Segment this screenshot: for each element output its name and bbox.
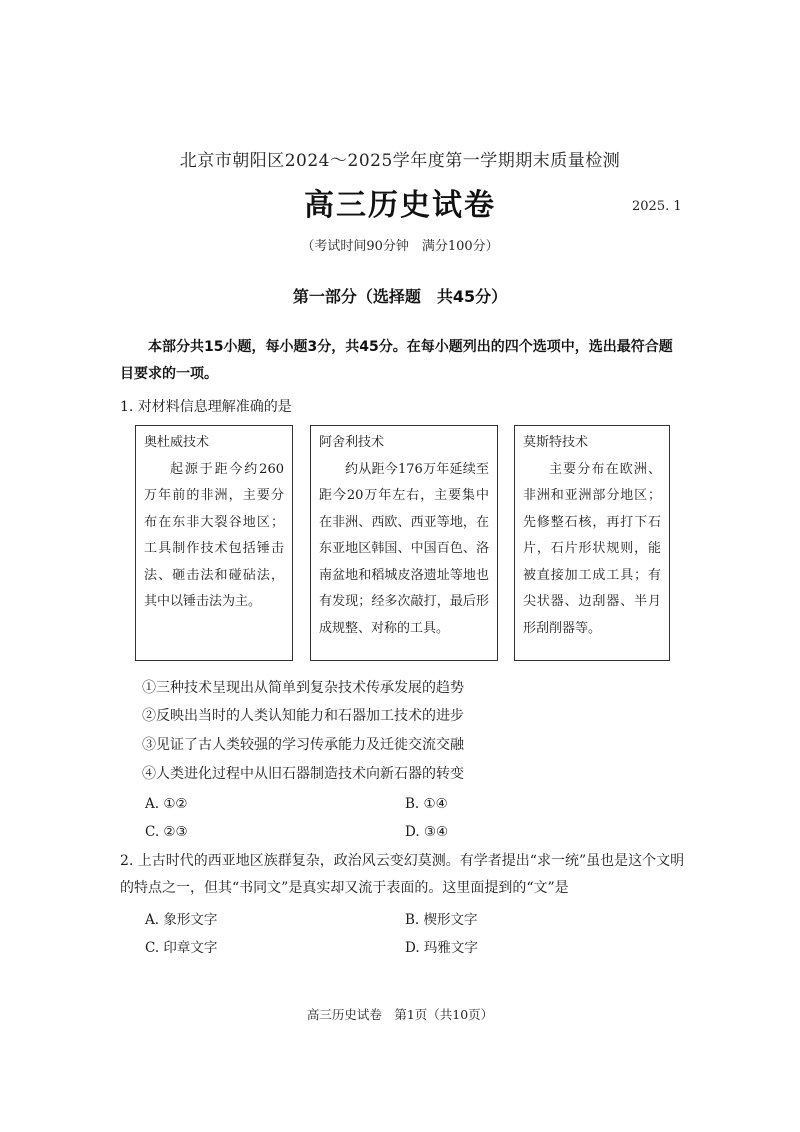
material-box-acheulean	[310, 425, 498, 661]
q1-option-b: B. ①④	[405, 796, 448, 812]
exam-school-line: 北京市朝阳区2024～2025学年度第一学期期末质量检测	[179, 151, 621, 171]
q2-option-b: B. 楔形文字	[405, 912, 478, 928]
statement-2: ②反映出当时的人类认知能力和石器加工技术的进步	[142, 708, 464, 724]
q2-option-c: C. 印章文字	[145, 940, 218, 956]
material-body: 约从距今176万年延续至距今20万年左右，主要集中在非洲、西欧、西亚等地，在东亚地区韩国、中国百色、洛南盆地和稻城皮洛遗址等地也有发现；经多次敲打，最后形成规整、对称的工具。	[319, 461, 489, 636]
material-box-oldowan	[135, 425, 293, 661]
section-instructions: 本部分共15小题，每小题3分，共45分。在每小题列出的四个选项中，选出最符合题目要求的一项。	[120, 339, 673, 382]
statement-4: ④人类进化过程中从旧石器制造技术向新石器的转变	[142, 766, 464, 782]
q1-option-d: D. ③④	[405, 824, 449, 840]
exam-time-and-score: （考试时间90分钟 满分100分）	[301, 239, 499, 254]
q2-option-a: A. 象形文字	[145, 912, 218, 928]
material-title: 莫斯特技术	[523, 435, 589, 450]
question-2-stem: 2. 上古时代的西亚地区族群复杂，政治风云变幻莫测。有学者提出“求一统”虽也是这个文明的特点之一，但其“书同文”是真实却又流于表面的。这里面提到的“文”是	[120, 853, 685, 896]
material-body: 主要分布在欧洲、非洲和亚洲部分地区；先修整石核，再打下石片，石片形状规则，能被直接加工成工具；有尖状器、边刮器、半月形刮削器等。	[523, 461, 661, 636]
q2-option-d: D. 玛雅文字	[405, 940, 478, 956]
section-title: 第一部分（选择题 共45分）	[292, 287, 508, 306]
exam-title: 高三历史试卷	[304, 188, 496, 223]
exam-date: 2025. 1	[632, 199, 682, 214]
question-1-stem: 1. 对材料信息理解准确的是	[120, 399, 292, 415]
statement-3: ③见证了古人类较强的学习传承能力及迁徙交流交融	[142, 737, 464, 753]
page-footer: 高三历史试卷 第1页（共10页）	[306, 1007, 494, 1022]
material-body: 起源于距今约260万年前的非洲，主要分布在东非大裂谷地区；工具制作技术包括锤击法、砸击法和碰砧法，其中以锤击法为主。	[144, 461, 284, 609]
q1-option-a: A. ①②	[145, 796, 188, 812]
material-title: 阿舍利技术	[319, 435, 385, 450]
material-title: 奥杜威技术	[144, 435, 210, 450]
q1-option-c: C. ②③	[145, 824, 188, 840]
statement-1: ①三种技术呈现出从简单到复杂技术传承发展的趋势	[142, 680, 464, 696]
material-box-mousterian	[514, 425, 670, 661]
